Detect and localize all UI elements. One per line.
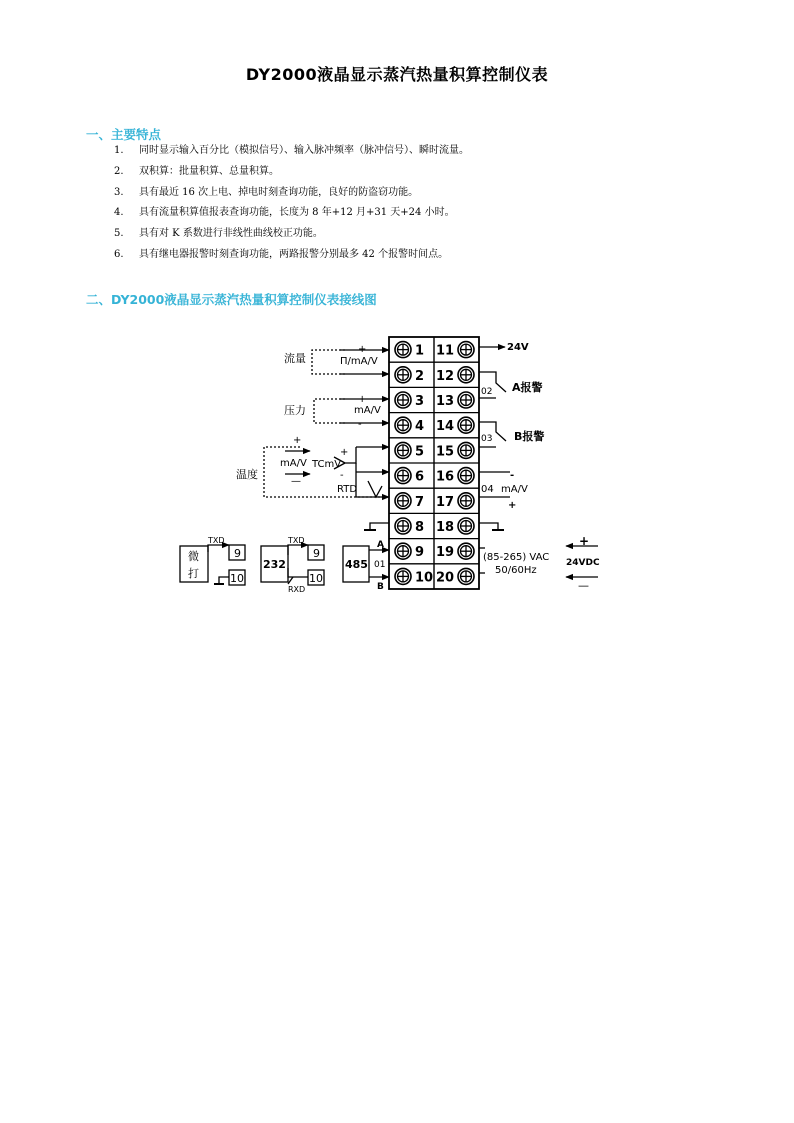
terminal-screw xyxy=(458,342,474,358)
dc-minus: — xyxy=(578,579,589,592)
terminal-number-left: 1 xyxy=(415,343,425,359)
terminal-screw xyxy=(395,568,411,584)
rxd-arrow-mark xyxy=(288,577,293,584)
terminal-number-right: 15 xyxy=(436,444,455,460)
txd-wire xyxy=(288,545,308,555)
ac-supply-range: (85-265) VAC xyxy=(483,552,550,563)
relay-a-number: 02 xyxy=(481,387,493,397)
item-text: 具有继电器报警时刻查询功能，两路报警分别最多 42 个报警时间点。 xyxy=(139,248,449,260)
terminal-screw xyxy=(395,493,411,509)
terminal-number-left: 5 xyxy=(415,444,425,460)
tc-label: TCmV xyxy=(312,459,342,470)
terminal-number-left: 2 xyxy=(415,368,425,384)
terminal-number-left: 10 xyxy=(415,570,434,586)
terminal-screw xyxy=(395,518,411,534)
pressure-sensor-bracket xyxy=(314,399,345,423)
item-text: 双积算：批量积算、总量积算。 xyxy=(139,165,279,177)
terminal-number-left: 3 xyxy=(415,394,425,409)
item-text: 具有流量积算值报表查询功能，长度为 8 年+12 月+31 天+24 小时。 xyxy=(139,207,455,219)
dc-supply-label: 24VDC xyxy=(566,558,600,568)
pressure-minus: - xyxy=(358,419,362,430)
item-number: 3. xyxy=(114,186,124,198)
terminal-number-right: 11 xyxy=(436,343,455,359)
flow-label: 流量 xyxy=(284,352,306,365)
printer-label-bottom: 打 xyxy=(188,567,199,580)
analog-out-plus: + xyxy=(508,500,517,511)
ac-supply-freq: 50/60Hz xyxy=(495,565,537,576)
terminal-number-right: 16 xyxy=(436,469,455,485)
terminal-screw xyxy=(458,518,474,534)
section-heading-features: 一、主要特点 xyxy=(86,127,162,142)
pressure-label: 压力 xyxy=(284,404,306,417)
rtd-label: RTD xyxy=(337,484,358,495)
terminal-screw xyxy=(395,392,411,408)
section-heading-wiring: 二、DY2000液晶显示蒸汽热量积算控制仪表接线图 xyxy=(86,292,377,307)
terminal-number-right: 12 xyxy=(436,368,455,384)
comm-address: 01 xyxy=(374,560,386,570)
terminal-screw xyxy=(458,367,474,383)
terminal-screw xyxy=(458,568,474,584)
analog-out-minus: - xyxy=(510,470,515,481)
terminal-screw xyxy=(395,417,411,433)
comm-a-label: A xyxy=(377,540,384,550)
terminal-screw xyxy=(458,543,474,559)
item-number: 6. xyxy=(114,248,124,260)
page-title: DY2000液晶显示蒸汽热量积算控制仪表 xyxy=(245,65,549,84)
supply-24v-label: 24V xyxy=(507,342,529,353)
ground-wire-8 xyxy=(370,523,389,530)
comm-b-label: B xyxy=(377,582,384,592)
terminal-screw xyxy=(458,468,474,484)
item-number: 1. xyxy=(114,145,124,156)
rxd-wire xyxy=(288,568,308,577)
item-number: 5. xyxy=(114,228,124,240)
temp-minus: — xyxy=(291,476,301,487)
printer-pin10: 10 xyxy=(230,572,244,585)
terminal-screw xyxy=(458,417,474,433)
relay-b-label: B报警 xyxy=(514,430,545,443)
relay-b-number: 03 xyxy=(481,434,493,444)
flow-plus: + xyxy=(358,344,367,355)
terminal-number-left: 8 xyxy=(415,520,425,535)
terminal-number-left: 7 xyxy=(415,494,425,510)
terminal-screw xyxy=(458,442,474,458)
terminal-screw xyxy=(458,392,474,408)
rs232-pin9: 9 xyxy=(313,547,320,560)
analog-out-number: 04 xyxy=(481,484,494,495)
terminal-screw xyxy=(458,493,474,509)
flow-minus: - xyxy=(358,369,362,380)
rs232-rxd-label: RXD xyxy=(288,585,306,594)
terminal-number-right: 19 xyxy=(436,545,455,561)
terminal-screw xyxy=(395,543,411,559)
terminal-number-right: 14 xyxy=(436,419,455,435)
flow-signal: Π/mA/V xyxy=(340,356,378,367)
rs232-label: 232 xyxy=(263,558,286,571)
pressure-signal: mA/V xyxy=(354,405,381,416)
relay-a-label: A报警 xyxy=(512,381,543,394)
rs485-label: 485 xyxy=(345,558,368,571)
printer-ground-wire xyxy=(219,577,229,583)
terminal-number-right: 17 xyxy=(436,494,455,510)
printer-pin9: 9 xyxy=(234,547,241,560)
terminal-screw xyxy=(395,468,411,484)
terminal-number-right: 20 xyxy=(436,570,455,586)
terminal-number-right: 13 xyxy=(436,394,455,409)
ground-wire-18 xyxy=(479,523,498,530)
tc-plus: + xyxy=(340,447,349,458)
terminal-number-left: 6 xyxy=(415,469,425,485)
temperature-label: 温度 xyxy=(236,468,258,481)
temp-signal: mA/V xyxy=(280,458,307,469)
rs232-pin10: 10 xyxy=(309,572,323,585)
terminal-screw xyxy=(395,442,411,458)
item-text: 具有对 K 系数进行非线性曲线校正功能。 xyxy=(139,228,323,240)
printer-txd-label: TXD xyxy=(208,536,225,545)
analog-out-unit: mA/V xyxy=(501,484,528,495)
rs232-txd-label: TXD xyxy=(288,536,305,545)
terminal-number-left: 4 xyxy=(415,419,425,435)
dc-plus: + xyxy=(579,534,590,548)
terminal-number-left: 9 xyxy=(415,545,425,561)
item-number: 4. xyxy=(114,207,124,219)
terminal-screw xyxy=(395,367,411,383)
temp-plus: + xyxy=(293,435,302,446)
item-text: 具有最近 16 次上电、掉电时刻查询功能，良好的防盗窃功能。 xyxy=(139,186,419,198)
rtd-symbol xyxy=(368,481,382,497)
printer-label-top: 微 xyxy=(188,550,199,563)
item-number: 2. xyxy=(114,165,124,177)
pressure-plus: + xyxy=(358,394,367,405)
terminal-number-right: 18 xyxy=(436,520,455,535)
item-text: 同时显示输入百分比（模拟信号）、输入脉冲频率（脉冲信号）、瞬时流量。 xyxy=(139,145,469,156)
printer-txd-wire xyxy=(208,545,229,552)
terminal-screw xyxy=(395,342,411,358)
tc-minus: - xyxy=(340,470,344,481)
